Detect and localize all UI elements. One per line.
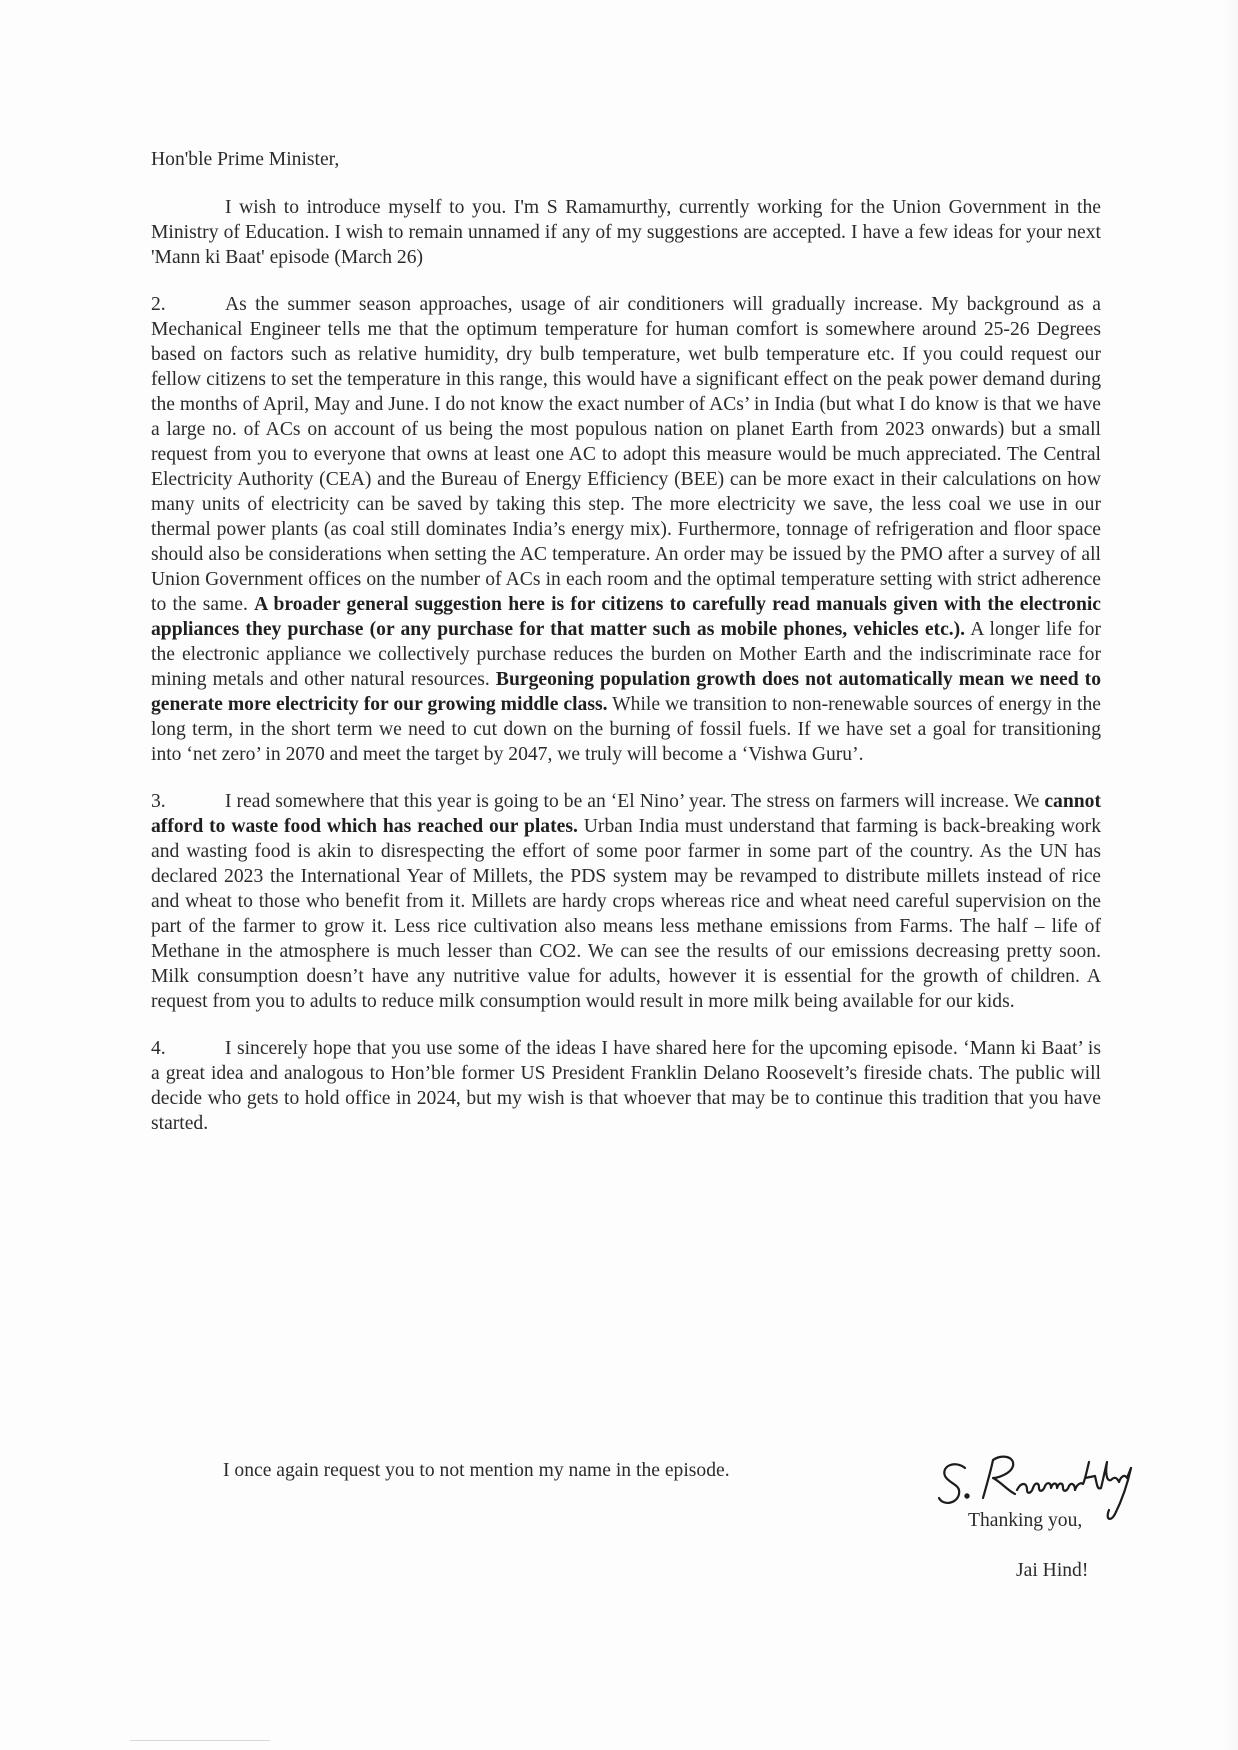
paragraph-2: [151, 292, 1101, 767]
bold-text: Burgeoning population growth does not automatically mean we need to generate more electricity for our growing middle class.: [151, 669, 1101, 715]
scan-edge-shadow: [1220, 0, 1238, 1750]
closing-request: I once again request you to not mention my name in the episode.: [223, 1460, 730, 1481]
paragraph-text: As the summer season approaches, usage of air conditioners will gradually increase. My background as a Mechanical Engineer tells me that the optimum temperature for human comfort is somewhere around 25-26 Degrees based on factors such as relative humidity, dry bulb temperature, wet bulb temperature etc. If you could request our fellow citizens to set the temperature in this range, this would have a significant effect on the peak power demand during the months of April, May and June. I do not know the exact number of ACs’ in India (but what I do know is that we have a large no. of ACs on account of us being the most populous nation on planet Earth from 2023 onwards) but a small request from you to everyone that owns at least one AC to adopt this measure would be much appreciated. The Central Electricity Authority (CEA) and the Bureau of Energy Efficiency (BEE) can be more exact in their calculations on how many units of electricity can be saved by taking this step. The more electricity we save, the less coal we use in our thermal power plants (as coal still dominates India’s energy mix). Furthermore, tonnage of refrigeration and floor space should also be considerations when setting the AC temperature. An order may be issued by the PMO after a survey of all Union Government offices on the number of ACs in each room and the optimal temperature setting with strict adherence to the same.: [151, 294, 1101, 615]
salutation: Hon'ble Prime Minister,: [151, 149, 340, 170]
paragraph-3: [151, 789, 1101, 1014]
paragraph-text: While we transition to non-renewable sources of energy in the long term, in the short term we need to cut down on the burning of fossil fuels. If we have set a goal for transitioning into ‘net zero’ in 2070 and meet the target by 2047, we truly will become a ‘Vishwa Guru’.: [151, 694, 1101, 765]
letter-body: [151, 147, 1101, 1158]
paragraph-number: 4.: [151, 1038, 166, 1059]
scan-artifact-line: [130, 1740, 270, 1741]
paragraph-number: 2.: [151, 294, 166, 315]
paragraph-text: I read somewhere that this year is going to be an ‘El Nino’ year. The stress on farmers will increase. We: [225, 791, 1040, 812]
paragraph-text: A longer life for the electronic appliance we collectively purchase reduces the burden on Mother Earth and the indiscriminate race for mining metals and other natural resources.: [151, 619, 1101, 690]
bold-text: cannot afford to waste food which has reached our plates.: [151, 791, 1101, 837]
paragraph-number: 3.: [151, 791, 166, 812]
paragraph-text: I sincerely hope that you use some of the ideas I have shared here for the upcoming episode. ‘Mann ki Baat’ is a great idea and analogous to Hon’ble former US President Franklin Delano Roosevelt’s fireside chats. The public will decide who gets to hold office in 2024, but my wish is that whoever that may be to continue this tradition that you have started.: [151, 1038, 1101, 1134]
intro-paragraph: I wish to introduce myself to you. I'm S Ramamurthy, currently working for the Union Government in the Ministry of Education. I wish to remain unnamed if any of my suggestions are accepted. I have a few ideas for your next 'Mann ki Baat' episode (March 26): [151, 197, 1101, 268]
paragraph-text: Urban India must understand that farming is back-breaking work and wasting food is akin to disrespecting the effort of some poor farmer in some part of the country. As the UN has declared 2023 the International Year of Millets, the PDS system may be revamped to distribute millets instead of rice and wheat to those who benefit from it. Millets are hardy crops whereas rice and wheat need careful supervision on the part of the farmer to grow it. Less rice cultivation also means less methane emissions from Farms. The half – life of Methane in the atmosphere is much lesser than CO2. We can see the results of our emissions decreasing pretty soon. Milk consumption doesn’t have any nutritive value for adults, however it is essential for the growth of children. A request from you to adults to reduce milk consumption would result in more milk being available for our kids.: [151, 816, 1102, 1012]
jai-hind: Jai Hind!: [1016, 1560, 1089, 1581]
thanking-you: Thanking you,: [968, 1510, 1083, 1531]
paragraph-4: [151, 1036, 1101, 1136]
bold-text: A broader general suggestion here is for citizens to carefully read manuals given with the electronic appliances they purchase (or any purchase for that matter such as mobile phones, vehicles etc.).: [151, 594, 1101, 640]
